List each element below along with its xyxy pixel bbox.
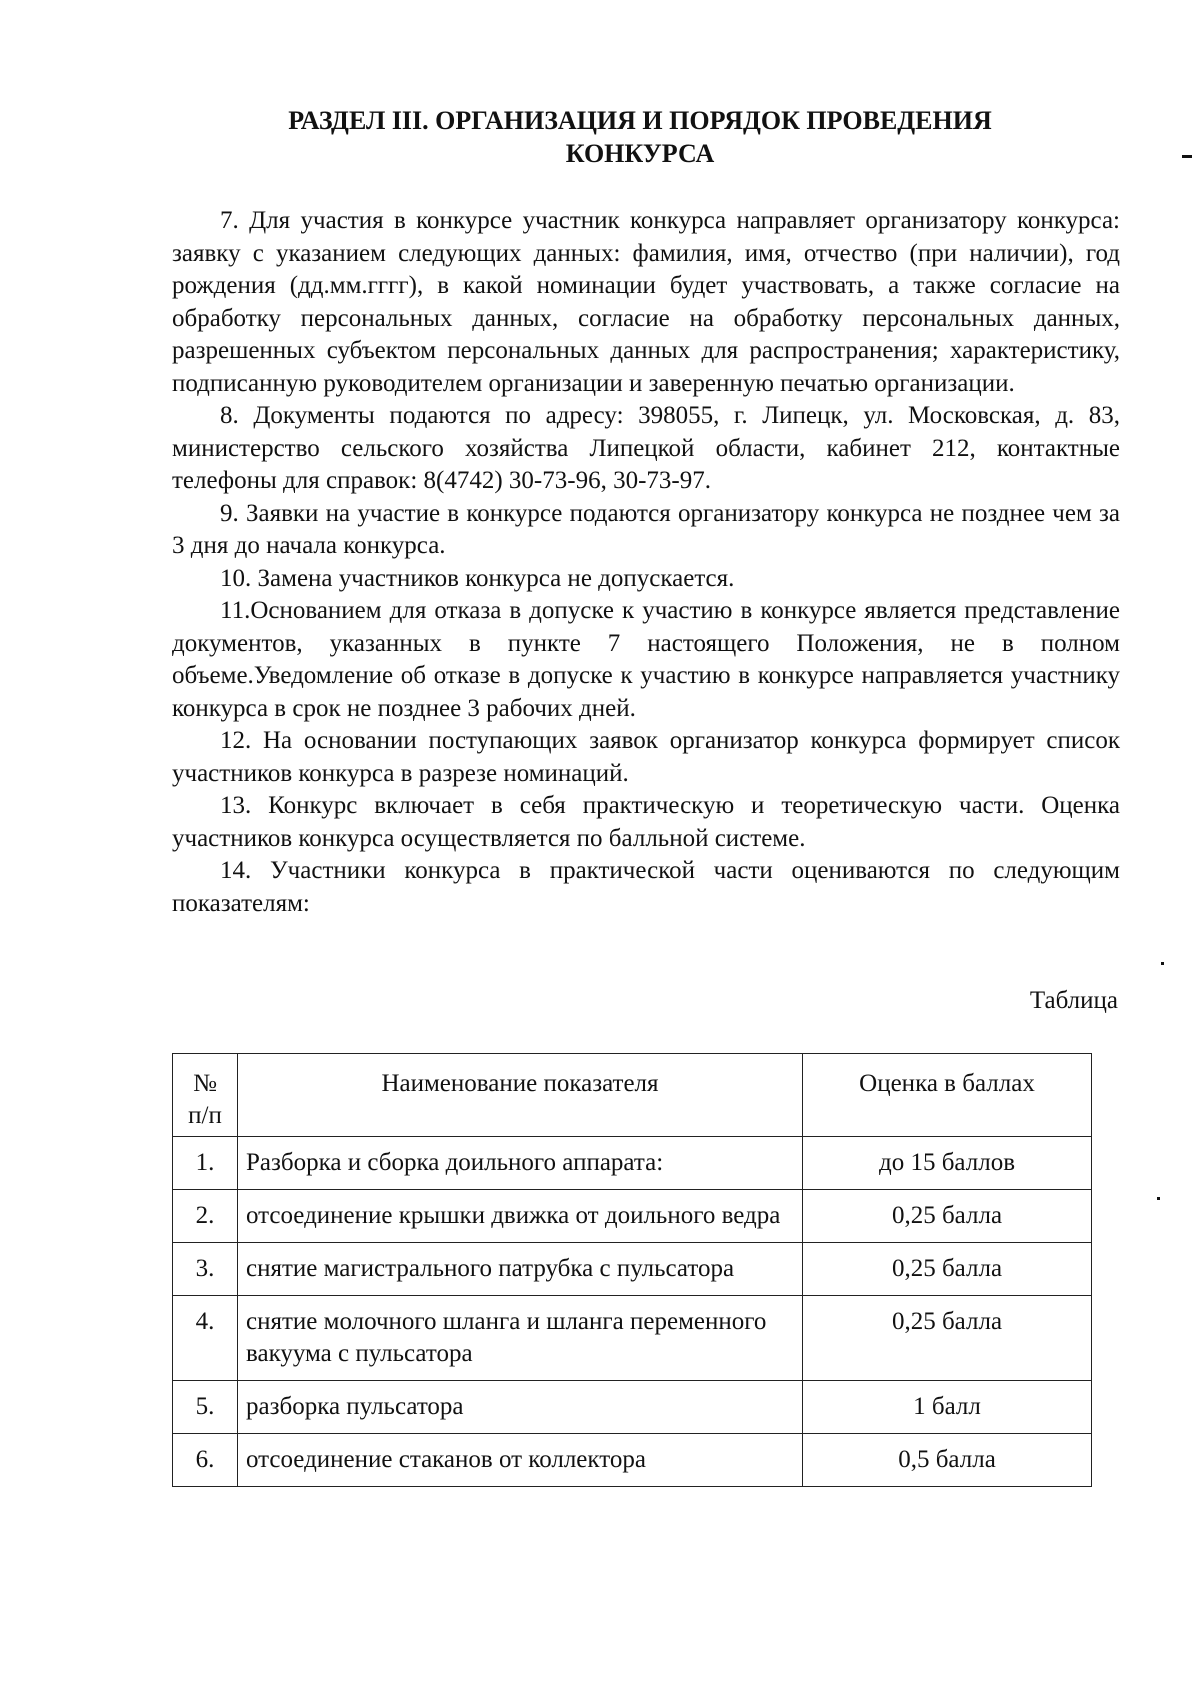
table-row — [173, 1381, 1092, 1434]
table-caption: Таблица — [1029, 987, 1118, 1014]
row-score: 0,25 балла — [803, 1243, 1092, 1296]
row-score: 1 балл — [803, 1381, 1092, 1434]
row-name: Разборка и сборка доильного аппарата: — [238, 1137, 803, 1190]
row-score: 0,25 балла — [803, 1296, 1092, 1381]
header-score: Оценка в баллах — [803, 1054, 1092, 1137]
table-row — [173, 1137, 1092, 1190]
table-row — [173, 1434, 1092, 1487]
section-title — [170, 104, 1110, 170]
paragraph-14: 14. Участники конкурса в практической части оцениваются по следующим показателям: — [172, 857, 1120, 917]
scan-dot-mark — [1161, 962, 1164, 965]
row-num: 4. — [173, 1296, 238, 1381]
paragraph-7: 7. Для участия в конкурсе участник конкурса направляет организатору конкурса: заявку с указанием следующих данных: фамилия, имя, отчество (при наличии), год рождения (дд.мм.гггг), в какой номинации будет участвовать, а также согласие на обработку персональных данных, согласие на обработку персональных данных, разрешенных субъектом персональных данных для распространения; характеристику, подписанную руководителем организации и заверенную печатью организации. — [172, 207, 1120, 397]
paragraph-12: 12. На основании поступающих заявок организатор конкурса формирует список участников конкурса в разрезе номинаций. — [172, 727, 1120, 787]
paragraph-8: 8. Документы подаются по адресу: 398055, г. Липецк, ул. Московская, д. 83, министерство сельского хозяйства Липецкой области, кабинет 212, контактные телефоны для справок: 8(4742) 30-73-96, 30-73-97. — [172, 402, 1120, 494]
scan-dash-mark — [1182, 155, 1192, 158]
paragraph-11: 11.Основанием для отказа в допуске к участию в конкурсе является представление документов, указанных в пункте 7 настоящего Положения, не в полном объеме.Уведомление об отказе в допуске к участию в конкурсе направляется участнику конкурса в срок не позднее 3 рабочих дней. — [172, 597, 1120, 722]
row-num: 5. — [173, 1381, 238, 1434]
row-score: до 15 баллов — [803, 1137, 1092, 1190]
row-score: 0,25 балла — [803, 1190, 1092, 1243]
row-name: разборка пульсатора — [238, 1381, 803, 1434]
paragraph-10: 10. Замена участников конкурса не допускается. — [220, 564, 735, 592]
header-name: Наименование показателя — [238, 1054, 803, 1137]
table-header-row — [173, 1054, 1092, 1137]
paragraph-9: 9. Заявки на участие в конкурсе подаются организатору конкурса не позднее чем за 3 дня до начала конкурса. — [172, 499, 1120, 559]
row-num: 3. — [173, 1243, 238, 1296]
section-title-line-1: РАЗДЕЛ III. ОРГАНИЗАЦИЯ И ПОРЯДОК ПРОВЕДЕНИЯ — [288, 106, 992, 135]
row-name: снятие молочного шланга и шланга переменного вакуума с пульсатора — [238, 1296, 803, 1381]
scan-dot-mark — [1157, 1197, 1160, 1200]
section-title-line-2: КОНКУРСА — [565, 139, 715, 168]
row-name: отсоединение стаканов от коллектора — [238, 1434, 803, 1487]
paragraph-13: 13. Конкурс включает в себя практическую и теоретическую части. Оценка участников конкурса осуществляется по балльной системе. — [172, 792, 1120, 852]
row-name: снятие магистрального патрубка с пульсатора — [238, 1243, 803, 1296]
row-score: 0,5 балла — [803, 1434, 1092, 1487]
row-num: 1. — [173, 1137, 238, 1190]
row-num: 6. — [173, 1434, 238, 1487]
table-row — [173, 1296, 1092, 1381]
scoring-table — [172, 1053, 1092, 1487]
table-row — [173, 1243, 1092, 1296]
body-text — [172, 205, 1120, 920]
row-name: отсоединение крышки движка от доильного ведра — [238, 1190, 803, 1243]
row-num: 2. — [173, 1190, 238, 1243]
table-row — [173, 1190, 1092, 1243]
header-num: № п/п — [173, 1054, 238, 1137]
